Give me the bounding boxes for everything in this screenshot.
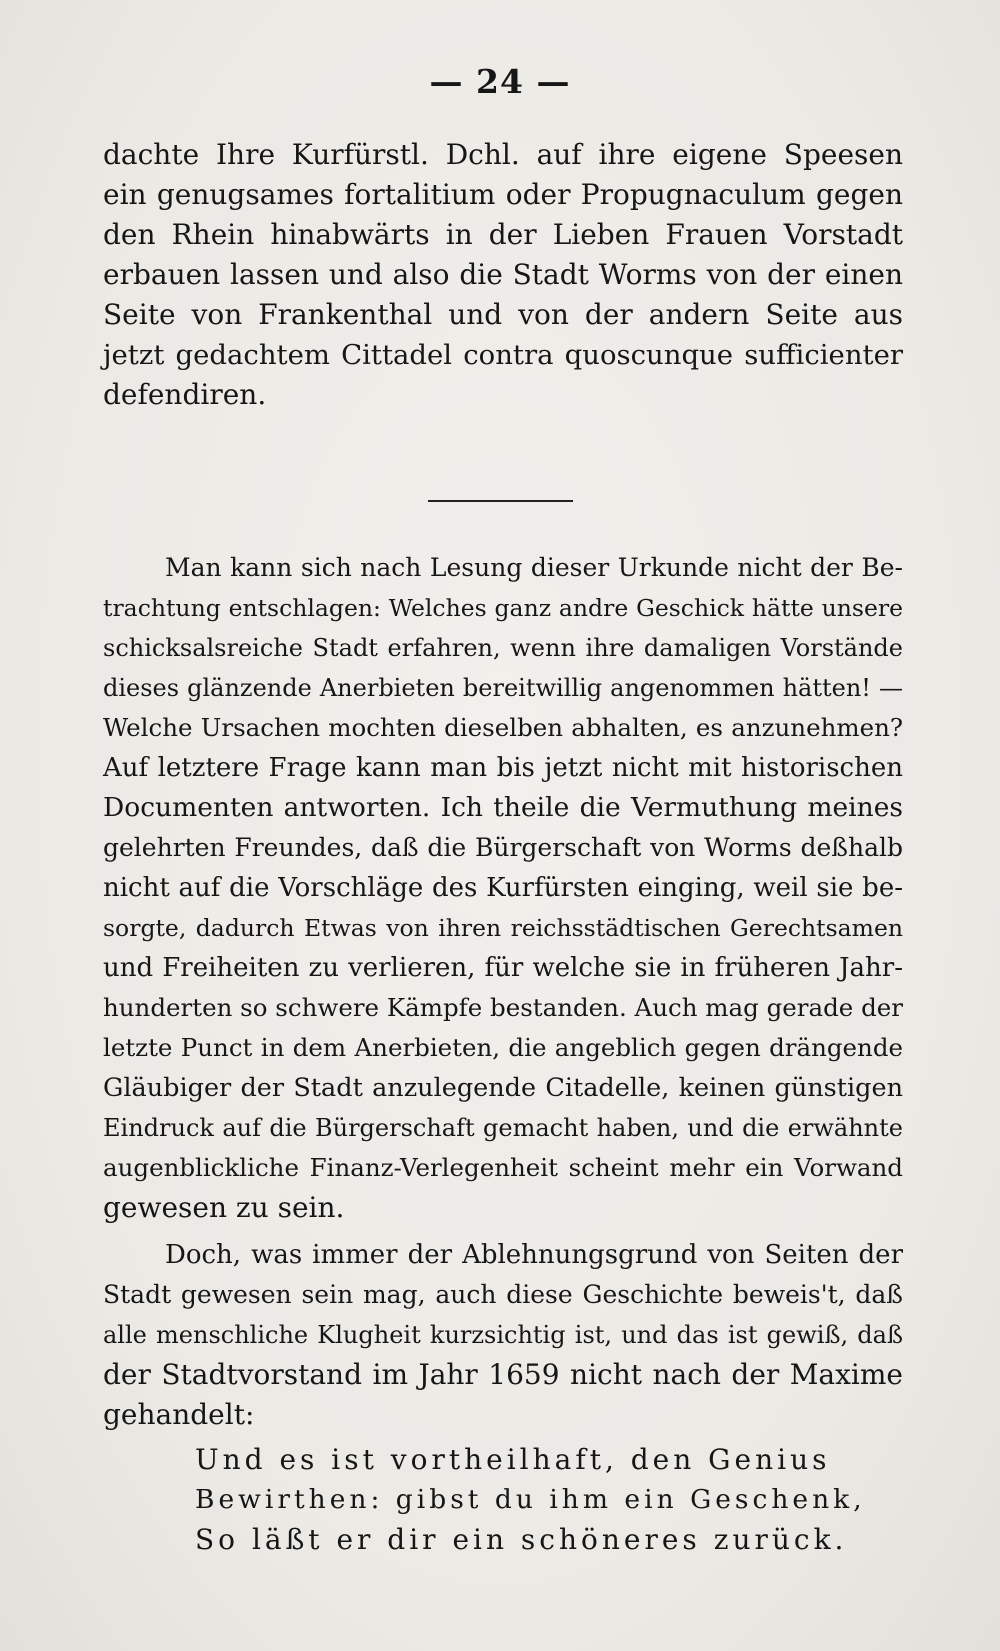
text-line: hunderten so schwere Kämpfe bestanden. Auch mag gerade der (103, 993, 903, 1022)
text-line: alle menschliche Klugheit kurzsichtig ist, und das ist gewiß, daß (103, 1321, 903, 1349)
text-line: der Stadtvorstand im Jahr 1659 nicht nach der Maxime (103, 1358, 903, 1391)
paragraph-commentary (103, 548, 903, 1228)
text-line: Welche Ursachen mochten dieselben abhalten, es anzunehmen? (103, 713, 903, 742)
verse-line: So läßt er dir ein schöneres zurück. (195, 1523, 848, 1556)
verse-line: Bewirthen: gibst du ihm ein Geschenk, (195, 1484, 866, 1515)
text-line: Auf letztere Frage kann man bis jetzt nicht mit historischen (103, 753, 903, 783)
section-divider (428, 500, 573, 502)
text-line: gewesen zu sein. (103, 1191, 345, 1224)
text-line: gehandelt: (103, 1398, 255, 1431)
text-line: gelehrten Freundes, daß die Bürgerschaft von Worms deßhalb (103, 833, 903, 862)
text-line: augenblickliche Finanz-Verlegenheit scheint mehr ein Vorwand (103, 1153, 903, 1182)
text-line: jetzt gedachtem Cittadel contra quoscunque sufficienter (103, 339, 903, 371)
verse-quote (195, 1440, 875, 1560)
text-line: Documenten antworten. Ich theile die Vermuthung meines (103, 792, 903, 823)
verse-line: Und es ist vortheilhaft, den Genius (195, 1443, 831, 1476)
text-line: ein genugsames fortalitium oder Propugnaculum gegen (103, 178, 903, 211)
page-number: — 24 — (429, 62, 571, 101)
text-line: den Rhein hinabwärts in der Lieben Frauen Vorstadt (103, 218, 903, 251)
text-line: Man kann sich nach Lesung dieser Urkunde nicht der Be- (165, 553, 903, 582)
text-line: erbauen lassen und also die Stadt Worms von der einen (103, 258, 903, 291)
text-line: defendiren. (103, 378, 267, 411)
text-line: Seite von Frankenthal und von der andern Seite aus (103, 298, 903, 331)
paragraph-document-quote (103, 135, 903, 415)
text-line: trachtung entschlagen: Welches ganz andre Geschick hätte unsere (103, 594, 903, 622)
text-line: Gläubiger der Stadt anzulegende Citadelle, keinen günstigen (103, 1073, 903, 1103)
text-line: Doch, was immer der Ablehnungsgrund von Seiten der (165, 1240, 903, 1270)
text-line: schicksalsreiche Stadt erfahren, wenn ihre damaligen Vorstände (103, 634, 903, 662)
text-line: Stadt gewesen sein mag, auch diese Geschichte beweis't, daß (103, 1280, 903, 1309)
text-line: dieses glänzende Anerbieten bereitwillig angenommen hätten! — (103, 674, 903, 702)
paragraph-conclusion (103, 1235, 903, 1435)
text-line: sorgte, dadurch Etwas von ihren reichsstädtischen Gerechtsamen (103, 914, 903, 942)
text-line: und Freiheiten zu verlieren, für welche sie in früheren Jahr- (103, 953, 903, 983)
text-line: letzte Punct in dem Anerbieten, die angeblich gegen drängende (103, 1033, 903, 1062)
text-line: Eindruck auf die Bürgerschaft gemacht haben, und die erwähnte (103, 1114, 903, 1142)
text-line: dachte Ihre Kurfürstl. Dchl. auf ihre eigene Speesen (103, 138, 903, 171)
text-line: nicht auf die Vorschläge des Kurfürsten einging, weil sie be- (103, 873, 903, 903)
